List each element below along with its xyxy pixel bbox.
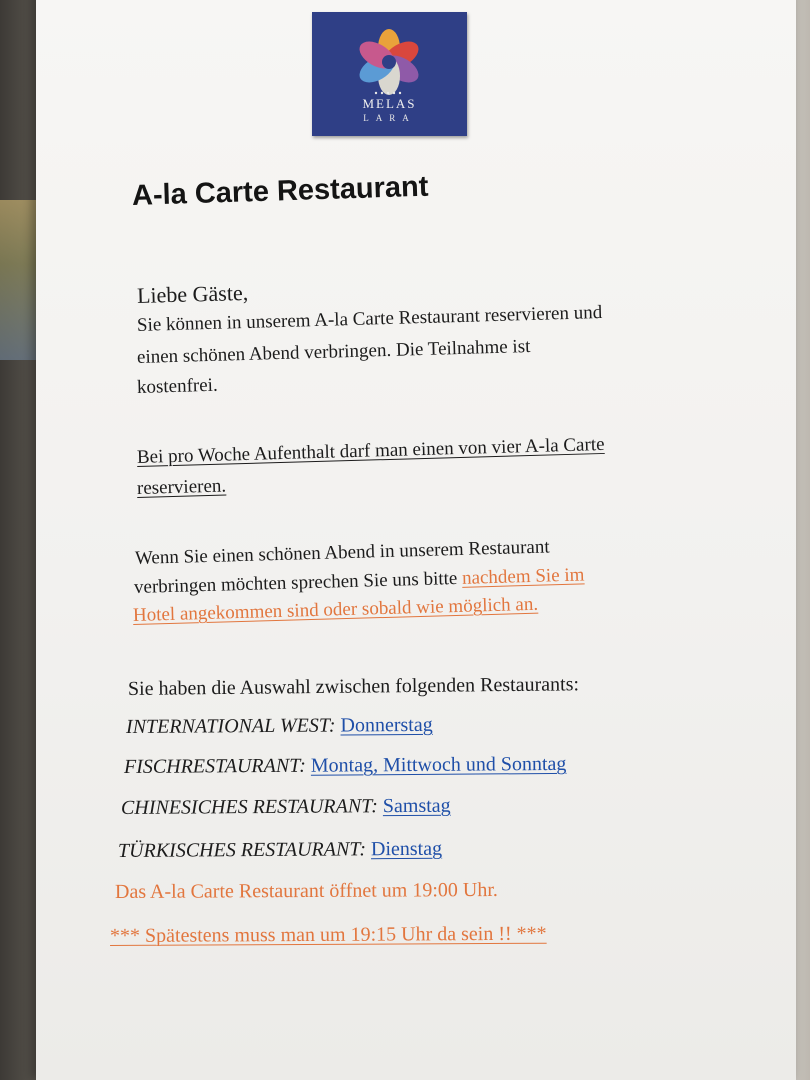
contact-line-1: Wenn Sie einen schönen Abend in unserem Restaurant — [134, 536, 550, 569]
page-title: A-la Carte Restaurant — [131, 170, 429, 212]
hotel-logo — [312, 12, 467, 136]
logo-name: MELAS — [362, 96, 417, 111]
restaurant-name: TÜRKISCHES RESTAURANT: — [117, 838, 372, 862]
background-brochure — [0, 200, 38, 360]
intro-line-3: kostenfrei. — [136, 374, 218, 398]
restaurant-name: FISCHRESTAURANT: — [123, 754, 311, 778]
rule-line-2: reservieren. — [136, 475, 227, 499]
logo-subtitle: LARA — [363, 113, 416, 123]
restaurant-day: Donnerstag — [340, 713, 433, 737]
contact-highlight-1: nachdem Sie im — [461, 564, 585, 589]
restaurant-day: Samstag — [382, 794, 451, 818]
intro-line-1: Sie können in unserem A-la Carte Restaurant reservieren und — [136, 302, 603, 336]
restaurant-day: Dienstag — [370, 837, 443, 861]
deadline-note: *** Spätestens muss man um 19:15 Uhr da sein !! *** — [109, 922, 547, 947]
restaurant-name: CHINESICHES RESTAURANT: — [120, 795, 383, 819]
choice-intro: Sie haben die Auswahl zwischen folgenden Restaurants: — [127, 673, 580, 700]
restaurant-name: INTERNATIONAL WEST: — [125, 714, 341, 738]
restaurant-item — [124, 753, 567, 779]
restaurant-item — [126, 714, 433, 739]
opening-time: Das A-la Carte Restaurant öffnet um 19:00 Uhr. — [114, 878, 498, 903]
contact-highlight-2: Hotel angekommen sind oder sobald wie möglich an. — [132, 593, 539, 626]
restaurant-day: Montag, Mittwoch und Sonntag — [310, 752, 567, 777]
rule-line-1: Bei pro Woche Aufenthalt darf man einen von vier A-la Carte — [136, 433, 605, 468]
greeting: Liebe Gäste, — [136, 279, 249, 308]
restaurant-item — [118, 838, 442, 863]
intro-line-2: einen schönen Abend verbringen. Die Teilnahme ist — [136, 336, 531, 368]
restaurant-item — [121, 795, 451, 820]
contact-line-2-text: verbringen möchten sprechen Sie uns bitte — [133, 567, 463, 598]
